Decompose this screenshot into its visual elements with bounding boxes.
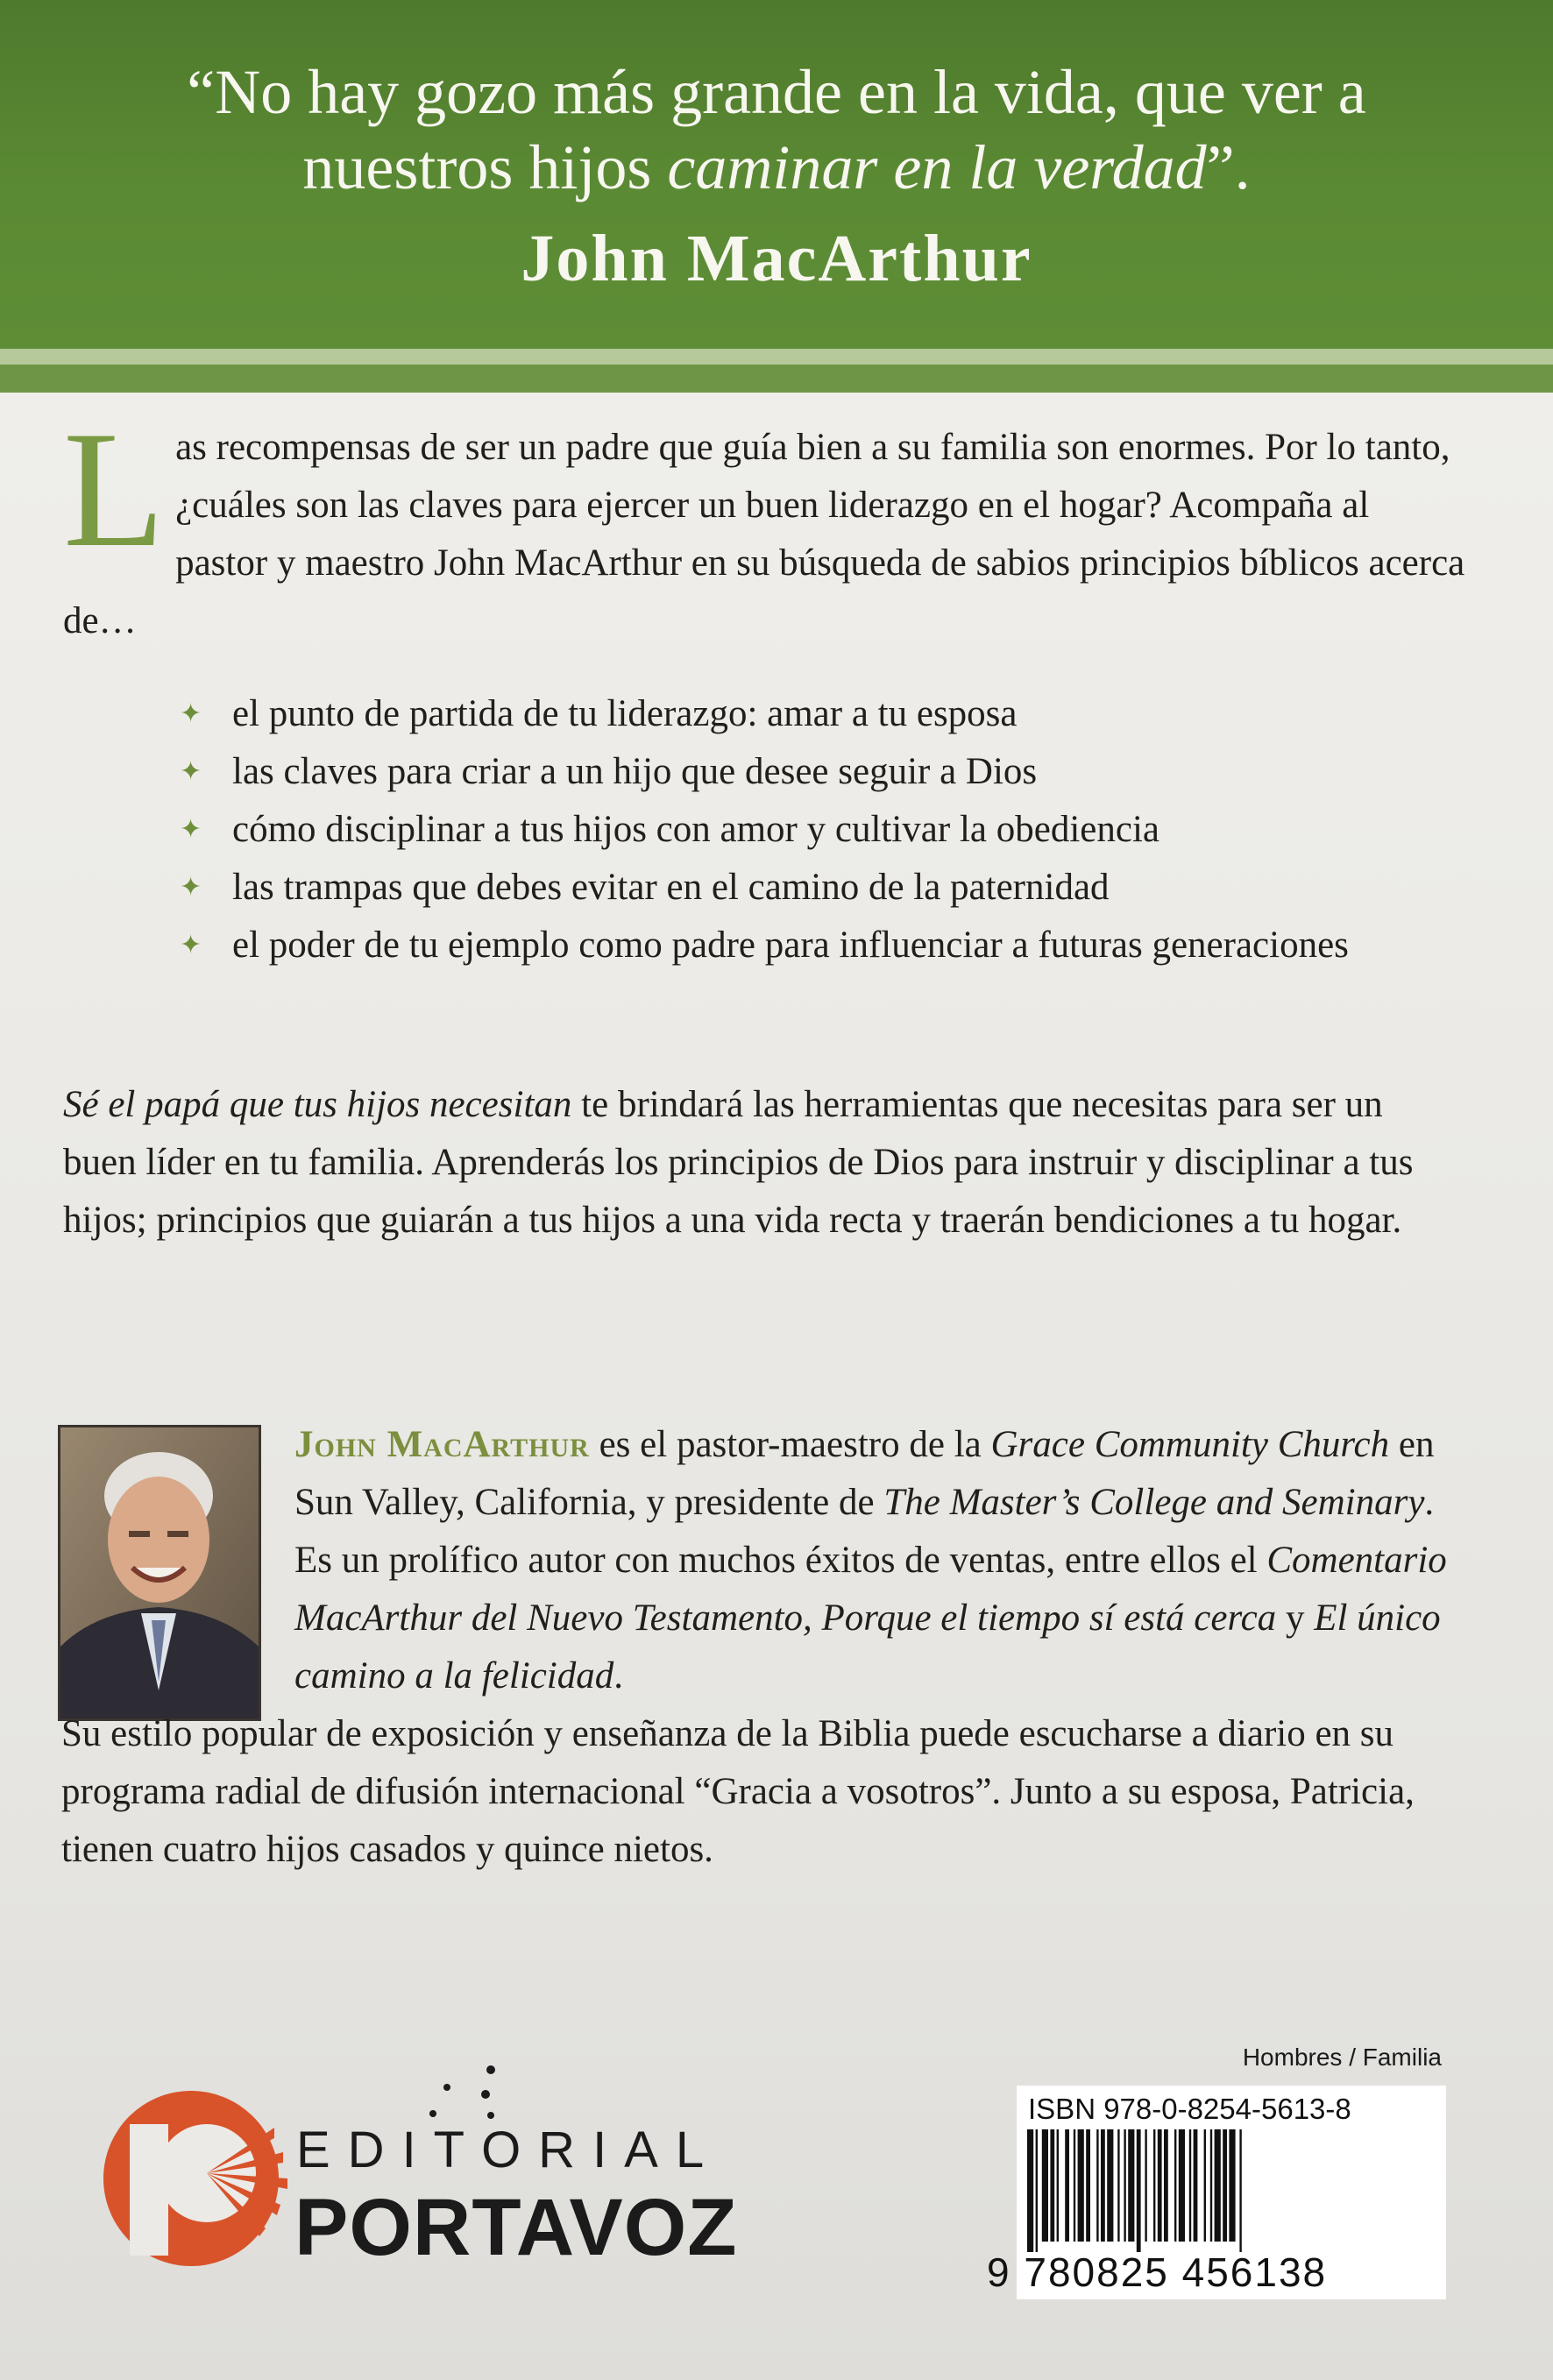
header-quote [0, 54, 1553, 205]
barcode-bar [1124, 2129, 1125, 2242]
barcode-bar [1117, 2129, 1119, 2242]
author-name: John MacArthur [294, 1424, 590, 1465]
book-title: Sé el papá que tus hijos necesitan [63, 1084, 572, 1125]
barcode-bar [1158, 2129, 1162, 2242]
cross-bullet-icon: ✦ [180, 931, 202, 960]
topics-list [180, 685, 1424, 974]
header-stripe-dark [0, 365, 1553, 393]
barcode-bar [1153, 2129, 1155, 2242]
barcode-bar [1050, 2129, 1054, 2242]
portavoz-logo-icon [95, 2075, 296, 2277]
quote-line-1: “No hay gozo más grande en la vida, que ver a [187, 57, 1366, 127]
list-item: ✦ las trampas que debes evitar en el camino de la paternidad [180, 859, 1424, 917]
barcode-bar [1210, 2129, 1212, 2242]
barcode-bar [1101, 2129, 1105, 2242]
cross-bullet-icon: ✦ [180, 873, 202, 902]
summary-paragraph [63, 1076, 1465, 1250]
author-portrait-icon [60, 1427, 259, 1718]
list-item: ✦ cómo disciplinar a tus hijos con amor y cultivar la obediencia [180, 801, 1424, 859]
header-stripe-light [0, 349, 1553, 365]
barcode-bar [1042, 2129, 1048, 2242]
summary-text: te brindará las herramientas que necesitas para ser un buen líder en tu familia. Aprenderás los principios de Dios para instruir y disciplinar a tus hijos; principios que guiarán a tus hijos a una vida recta y traerán bendiciones a tu hogar. [63, 1084, 1414, 1241]
barcode-bar [1189, 2129, 1191, 2242]
barcode-bar [1074, 2129, 1075, 2242]
barcode-bar [1078, 2129, 1084, 2242]
list-item: ✦ las claves para criar a un hijo que desee seguir a Dios [180, 743, 1424, 801]
publisher-name-line1: EDITORIAL [296, 2121, 722, 2178]
barcode-digits: 9 780825 456138 [987, 2249, 1328, 2295]
barcode-bar [1096, 2129, 1098, 2242]
author-bio: John MacArthur es el pastor-maestro de la Grace Community Church en Sun Valley, California, y presidente de The Master’s College and Seminary. Es un prolífico autor con muchos éxitos de ventas, entre ellos el Comentario MacArthur del Nuevo Testamento, Porque el tiempo sí está cerca y El único camino a la felicidad. [294, 1424, 1447, 1696]
quote-emphasis: caminar en la verdad [667, 132, 1207, 202]
author-bio-continued: Su estilo popular de exposición y enseñanza de la Biblia puede escucharse a diario en su programa radial de difusión internacional “Gracia a vosotros”. Junto a su esposa, Patricia, tienen cuatro hijos casados y quince nietos. [61, 1713, 1415, 1870]
barcode-bar [1239, 2129, 1241, 2252]
barcode-icon [1025, 2129, 1411, 2252]
publisher-name-line2: PORTAVOZ [294, 2183, 738, 2272]
barcode-bar [1107, 2129, 1113, 2242]
barcode-bar [1204, 2129, 1206, 2242]
barcode-bar [1065, 2129, 1069, 2242]
cross-bullet-icon: ✦ [180, 815, 202, 844]
barcode-bar [1179, 2129, 1185, 2242]
intro-paragraph [63, 398, 1465, 650]
barcode-bar [1128, 2129, 1134, 2242]
cross-bullet-icon: ✦ [180, 699, 202, 728]
barcode-bar [1229, 2129, 1235, 2242]
list-item: ✦ el punto de partida de tu liderazgo: amar a tu esposa [180, 685, 1424, 743]
barcode-bar [1223, 2129, 1227, 2242]
quote-line-2: nuestros hijos caminar en la verdad”. [302, 132, 1251, 202]
barcode-bar [1174, 2129, 1176, 2242]
drop-cap: L [63, 398, 166, 582]
author-photo [58, 1425, 261, 1721]
barcode-bar [1215, 2129, 1221, 2242]
isbn-label: ISBN 978-0-8254-5613-8 [1028, 2093, 1351, 2125]
list-item: ✦ el poder de tu ejemplo como padre para influenciar a futuras generaciones [180, 917, 1424, 974]
barcode-bar [1086, 2129, 1090, 2242]
barcode-bar [1145, 2129, 1146, 2242]
barcode-bar [1194, 2129, 1198, 2242]
cross-bullet-icon: ✦ [180, 757, 202, 786]
barcode-bar [1027, 2129, 1033, 2252]
barcode-bar [1057, 2129, 1059, 2242]
category-label: Hombres / Familia [1242, 2044, 1442, 2071]
barcode-bar [1164, 2129, 1168, 2242]
decorative-dots-icon [429, 2061, 500, 2122]
quote-author: John MacArthur [521, 222, 1032, 295]
intro-text: as recompensas de ser un padre que guía bien a su familia son enormes. Por lo tanto, ¿cuáles son las claves para ejercer un buen liderazgo en el hogar? Acompaña al pastor y maestro John MacArthur en su búsqueda de sabios principios bíblicos acerca de… [63, 427, 1465, 641]
barcode-bar [1036, 2129, 1038, 2252]
barcode-bar [1137, 2129, 1141, 2252]
